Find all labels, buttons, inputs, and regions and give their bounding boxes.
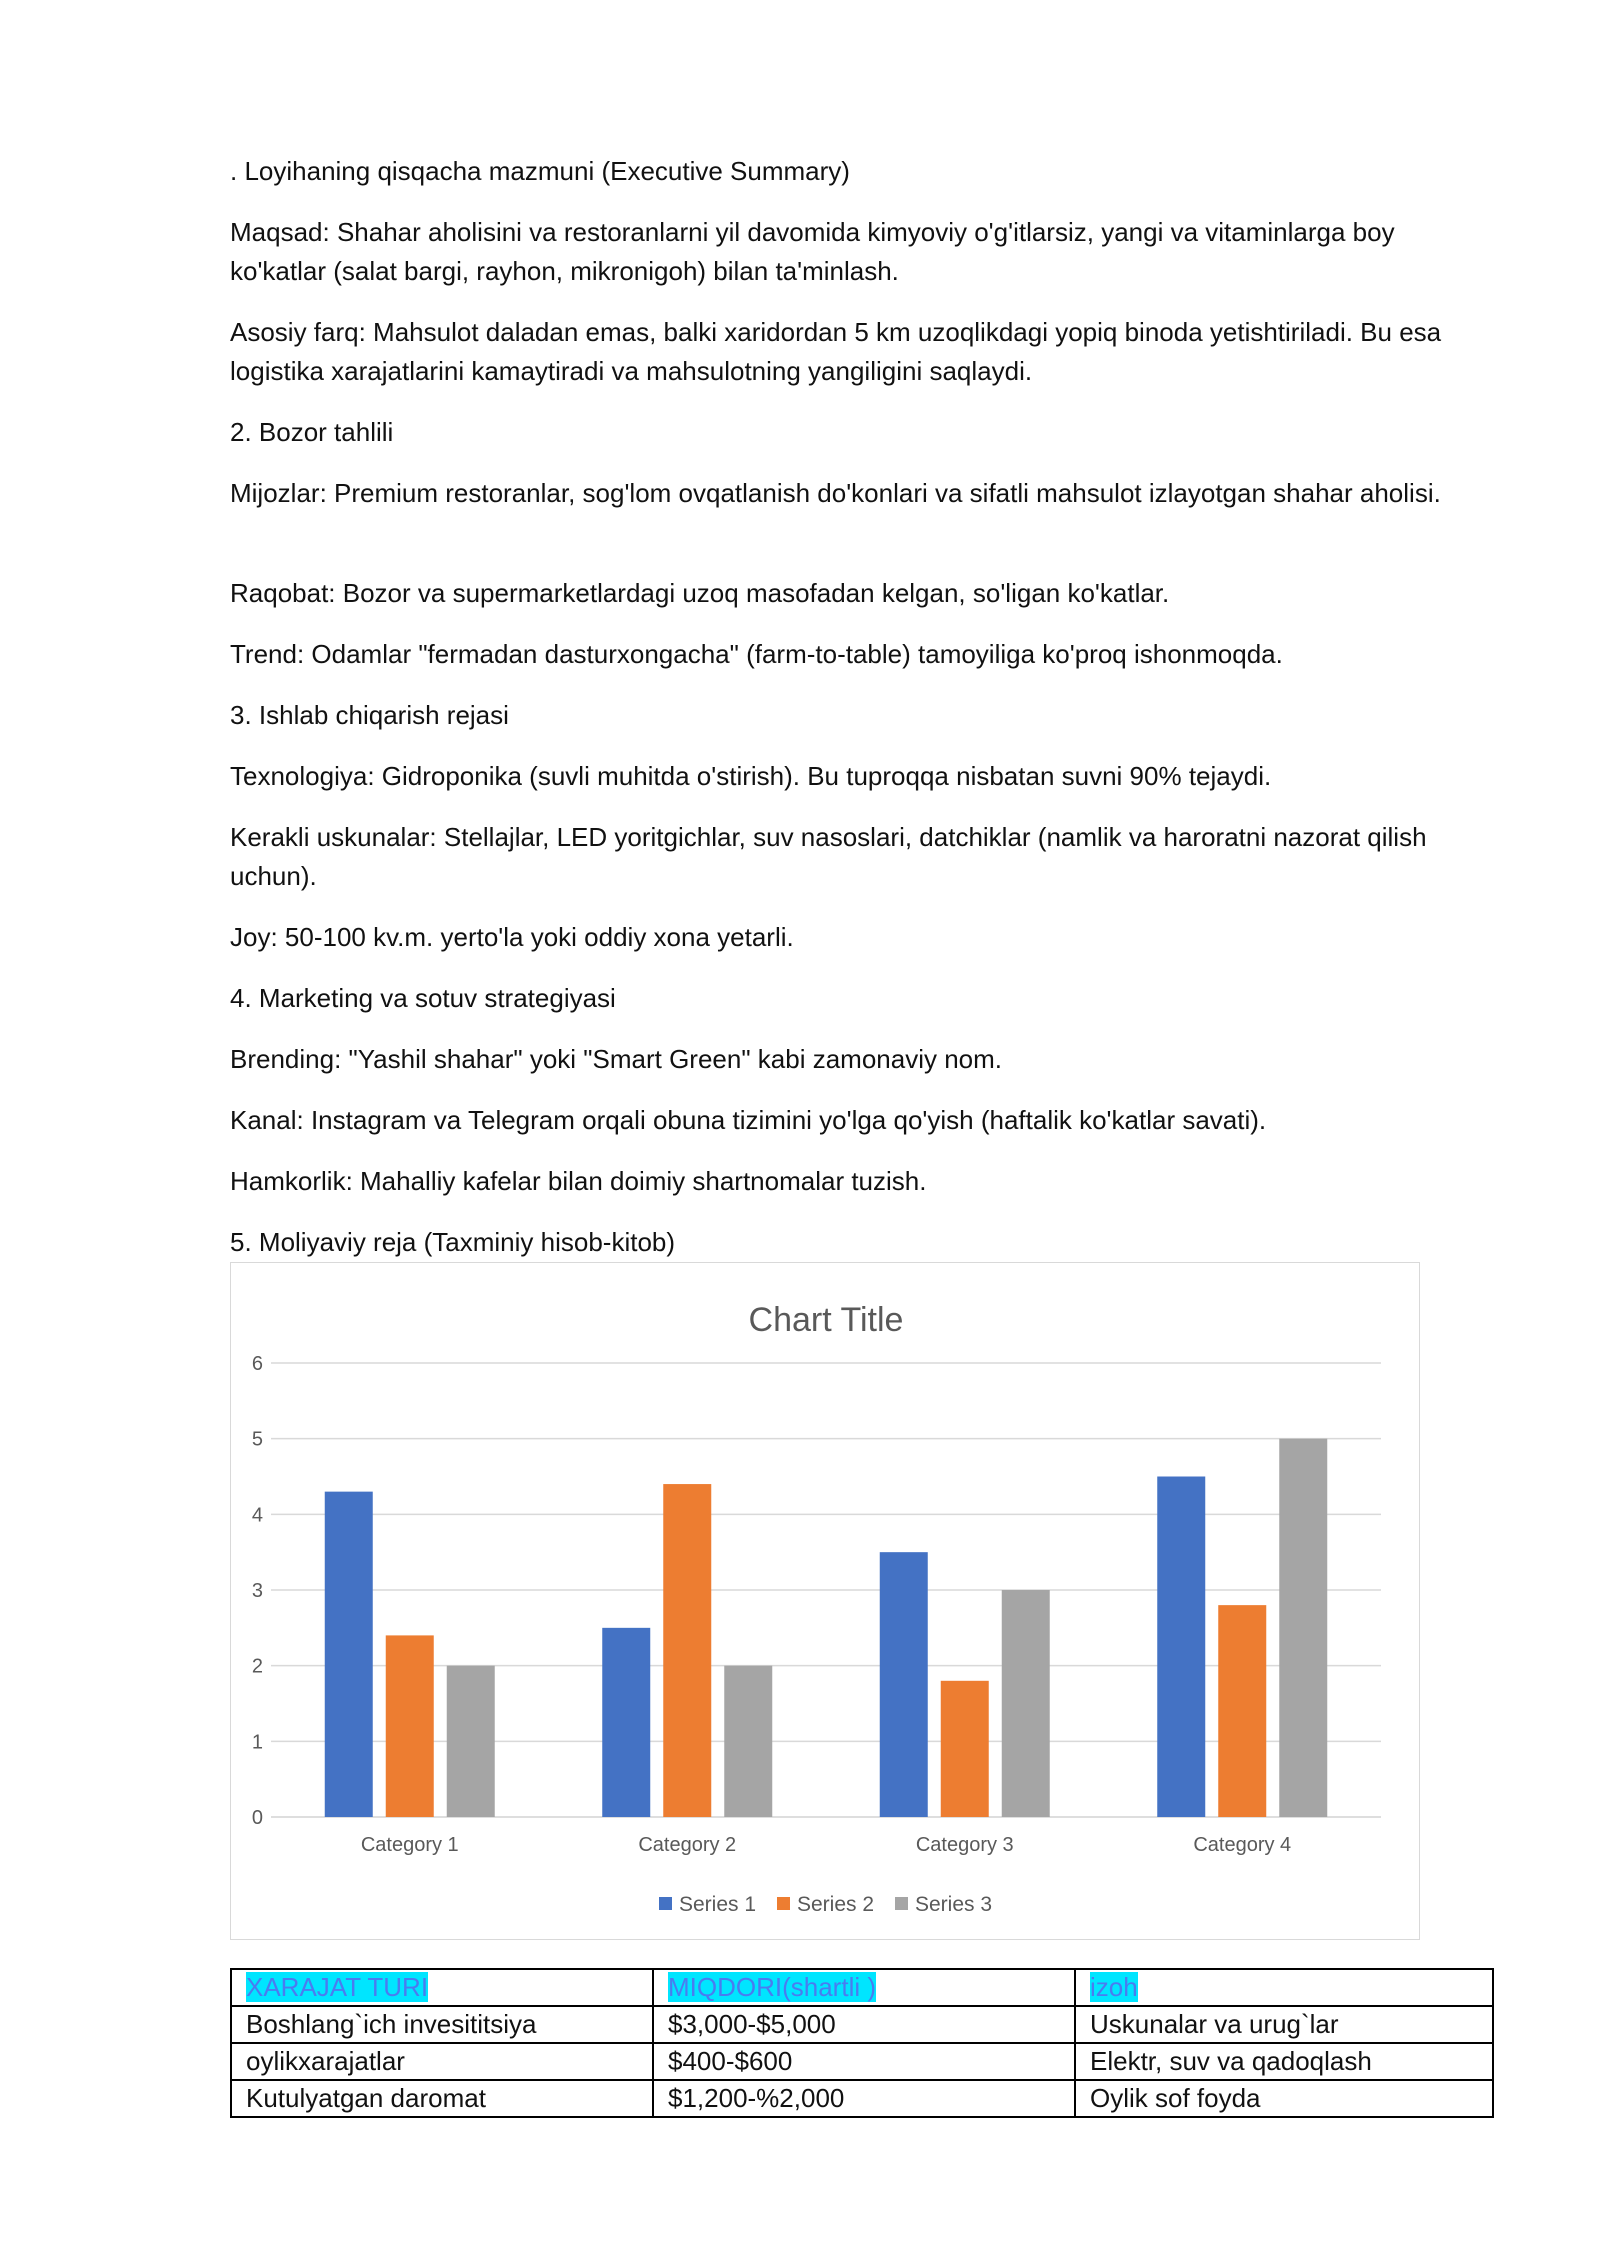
bar-3-1 (447, 1666, 495, 1817)
customers-paragraph: Mijozlar: Premium restoranlar, sog'lom ovqatlanish do'konlari va sifatli mahsulot izlayotgan shahar aholisi. (230, 478, 1441, 508)
table-cell: $400-$600 (653, 2043, 1075, 2080)
legend-swatch (895, 1897, 908, 1910)
table-cell: Oylik sof foyda (1075, 2080, 1493, 2117)
x-category-label: Category 2 (638, 1834, 737, 1856)
y-tick-label: 6 (251, 1353, 263, 1375)
trend-paragraph: Trend: Odamlar "fermadan dasturxongacha" (farm-to-table) tamoyiliga ko'proq ishonmoqda. (230, 639, 1283, 669)
legend-swatch (777, 1897, 790, 1910)
section-1-heading: . Loyihaning qisqacha mazmuni (Executive Summary) (230, 156, 850, 186)
main-difference-paragraph: Asosiy farq: Mahsulot daladan emas, balki xaridordan 5 km uzoqlikdagi yopiq binoda yetishtiriladi. Bu esa logistika xarajatlarini kamaytiradi va mahsulotning yangiligini saqlaydi. (230, 317, 1442, 386)
bar-2-2 (663, 1484, 711, 1817)
bar-chart (230, 1262, 1420, 1940)
x-category-label: Category 1 (360, 1834, 459, 1856)
equipment-paragraph: Kerakli uskunalar: Stellajlar, LED yoritgichlar, suv nasoslari, datchiklar (namlik va haroratni nazorat qilish uchun). (230, 822, 1427, 891)
branding-paragraph: Brending: "Yashil shahar" yoki "Smart Green" kabi zamonaviy nom. (230, 1044, 1003, 1074)
bar-2-1 (386, 1635, 434, 1817)
table-row (231, 2043, 1493, 2080)
bar-chart-canvas (231, 1263, 1421, 1941)
y-tick-label: 1 (251, 1731, 263, 1754)
bar-1-4 (1157, 1477, 1205, 1818)
table-cell: Uskunalar va urug`lar (1075, 2006, 1493, 2043)
y-tick-label: 5 (251, 1428, 263, 1451)
table-cell: Boshlang`ich invesititsiya (231, 2006, 653, 2043)
section-4-heading: 4. Marketing va sotuv strategiyasi (230, 983, 616, 1013)
table-header-cell: MIQDORI(shartli ) (653, 1969, 1075, 2006)
bar-3-2 (724, 1666, 772, 1817)
x-category-label: Category 3 (915, 1834, 1014, 1856)
table-row (231, 2006, 1493, 2043)
legend-label: Series 1 (679, 1893, 757, 1916)
bar-3-3 (1002, 1590, 1050, 1817)
table-cell: $3,000-$5,000 (653, 2006, 1075, 2043)
table-header-row (231, 1969, 1493, 2006)
table-row (231, 2080, 1493, 2117)
partnership-paragraph: Hamkorlik: Mahalliy kafelar bilan doimiy shartnomalar tuzish. (230, 1166, 927, 1196)
y-tick-label: 4 (251, 1504, 263, 1527)
x-category-label: Category 4 (1193, 1834, 1292, 1856)
cost-table (230, 1968, 1494, 2118)
bar-2-3 (941, 1681, 989, 1817)
bar-2-4 (1218, 1605, 1266, 1817)
table-cell: Elektr, suv va qadoqlash (1075, 2043, 1493, 2080)
table-header-cell: XARAJAT TURI (231, 1969, 653, 2006)
legend-swatch (659, 1897, 672, 1910)
y-tick-label: 0 (251, 1807, 263, 1829)
legend-label: Series 3 (915, 1893, 993, 1916)
section-5-heading: 5. Moliyaviy reja (Taxminiy hisob-kitob) (230, 1227, 676, 1257)
bar-1-3 (880, 1552, 928, 1817)
table-cell: Kutulyatgan daromat (231, 2080, 653, 2117)
section-3-heading: 3. Ishlab chiqarish rejasi (230, 700, 509, 730)
y-tick-label: 3 (251, 1580, 263, 1602)
competition-paragraph: Raqobat: Bozor va supermarketlardagi uzoq masofadan kelgan, so'ligan ko'katlar. (230, 578, 1170, 608)
table-cell: $1,200-%2,000 (653, 2080, 1075, 2117)
technology-paragraph: Texnologiya: Gidroponika (suvli muhitda o'stirish). Bu tuproqqa nisbatan suvni 90% tejaydi. (230, 761, 1272, 791)
bar-1-1 (325, 1492, 373, 1817)
legend-label: Series 2 (797, 1893, 875, 1916)
table-header-cell: izoh (1075, 1969, 1493, 2006)
bar-1-2 (602, 1628, 650, 1817)
space-paragraph: Joy: 50-100 kv.m. yerto'la yoki oddiy xona yetarli. (230, 922, 794, 952)
bar-3-4 (1279, 1439, 1327, 1817)
channel-paragraph: Kanal: Instagram va Telegram orqali obuna tizimini yo'lga qo'yish (haftalik ko'katlar savati). (230, 1105, 1267, 1135)
chart-title: Chart Title (748, 1301, 904, 1339)
y-tick-label: 2 (251, 1655, 263, 1678)
section-2-heading: 2. Bozor tahlili (230, 417, 394, 447)
table-cell: oylikxarajatlar (231, 2043, 653, 2080)
goal-paragraph: Maqsad: Shahar aholisini va restoranlarni yil davomida kimyoviy o'g'itlarsiz, yangi va vitaminlarga boy ko'katlar (salat bargi, rayhon, mikronigoh) bilan ta'minlash. (230, 217, 1395, 286)
